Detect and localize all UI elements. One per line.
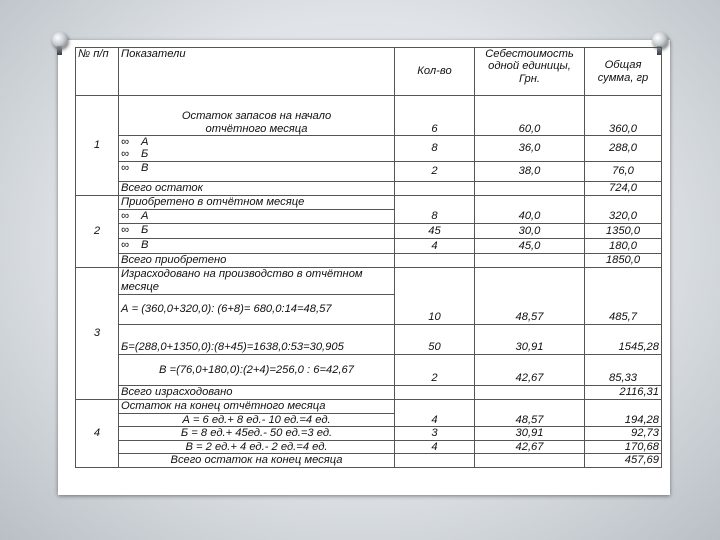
qty-cell: 4 [395, 440, 475, 453]
item-name: А [141, 209, 149, 222]
total-label: Всего остаток на конец месяца [119, 454, 395, 468]
bullet-icon: ∞ [121, 148, 129, 161]
cost-cell: 42,67 [475, 354, 585, 385]
formula-text: В = 2 ед.+ 4 ед.- 2 ед.=4 ед. [119, 440, 395, 453]
item-name: В [141, 161, 149, 174]
bullet-icon: ∞ [121, 238, 129, 251]
section-title: Приобретено в отчётном месяце [119, 195, 395, 209]
formula-text: А = (360,0+320,0): (6+8)= 680,0:14=48,57 [119, 294, 395, 324]
item-label [119, 136, 395, 162]
qty-cell: 8 [395, 136, 475, 162]
empty-cell [395, 454, 475, 468]
inventory-table [75, 47, 662, 468]
cost-cell: 38,0 [475, 161, 585, 181]
section-title: Остаток запасов на начало отчётного месяца [119, 96, 395, 136]
empty-cell [395, 385, 475, 399]
pushpin-icon [52, 32, 68, 48]
table-row [76, 96, 662, 136]
qty-cell: 3 [395, 427, 475, 440]
table-row [76, 324, 662, 354]
total-row [76, 454, 662, 468]
qty-cell: 50 [395, 324, 475, 354]
header-total-sum: Общая сумма, гр [585, 48, 662, 96]
header-quantity: Кол-во [395, 48, 475, 96]
item-label [119, 223, 395, 238]
cost-cell: 30,0 [475, 223, 585, 238]
qty-cell: 4 [395, 399, 475, 426]
table-row [76, 267, 662, 294]
section-title: Остаток на конец отчётного месяца [119, 399, 395, 413]
total-cell: 288,0 [585, 136, 662, 162]
qty-cell: 2 [395, 354, 475, 385]
item-name: Б [141, 223, 149, 236]
section-index: 2 [76, 195, 119, 267]
table-row [76, 354, 662, 385]
total-cell: 360,0 [585, 96, 662, 136]
total-cell: 170,68 [585, 440, 662, 453]
formula-text: Б = 8 ед.+ 45ед.- 50 ед.=3 ед. [119, 427, 395, 440]
cost-cell: 60,0 [475, 96, 585, 136]
bullet-icon: ∞ [121, 161, 129, 174]
item-label [119, 209, 395, 223]
empty-cell [395, 253, 475, 267]
section-index: 3 [76, 267, 119, 399]
total-cell: 85,33 [585, 354, 662, 385]
total-row [76, 181, 662, 195]
total-label: Всего приобретено [119, 253, 395, 267]
item-name: В [141, 238, 149, 251]
item-name: А [141, 136, 149, 148]
pushpin-icon [652, 32, 668, 48]
table-row [76, 427, 662, 440]
total-label: Всего остаток [119, 181, 395, 195]
total-value: 2116,31 [585, 385, 662, 399]
total-value: 724,0 [585, 181, 662, 195]
cost-cell: 36,0 [475, 136, 585, 162]
empty-cell [475, 385, 585, 399]
formula-text: В =(76,0+180,0):(2+4)=256,0 : 6=42,67 [119, 354, 395, 385]
bullet-icon: ∞ [121, 136, 129, 148]
table-row [76, 161, 662, 181]
qty-cell: 8 [395, 195, 475, 223]
formula-text: Б=(288,0+1350,0):(8+45)=1638,0:53=30,905 [119, 324, 395, 354]
total-cell: 485,7 [585, 267, 662, 324]
total-cell: 180,0 [585, 238, 662, 253]
section-title: Израсходовано на производство в отчётном месяце [119, 267, 395, 294]
item-label [119, 161, 395, 181]
qty-cell: 2 [395, 161, 475, 181]
bullet-icon: ∞ [121, 223, 129, 236]
table-row [76, 440, 662, 453]
total-row [76, 253, 662, 267]
total-cell: 92,73 [585, 427, 662, 440]
empty-cell [475, 454, 585, 468]
table-row [76, 223, 662, 238]
qty-cell: 10 [395, 267, 475, 324]
table-row [76, 238, 662, 253]
empty-cell [395, 181, 475, 195]
total-value: 1850,0 [585, 253, 662, 267]
total-value: 457,69 [585, 454, 662, 468]
total-row [76, 385, 662, 399]
header-indicators: Показатели [119, 48, 395, 96]
formula-text: А = 6 ед.+ 8 ед.- 10 ед.=4 ед. [119, 413, 395, 426]
total-cell: 1350,0 [585, 223, 662, 238]
cost-cell: 30,91 [475, 324, 585, 354]
section-index: 4 [76, 399, 119, 467]
qty-cell: 45 [395, 223, 475, 238]
cost-cell: 48,57 [475, 267, 585, 324]
bullet-icon: ∞ [121, 209, 129, 222]
cost-cell: 30,91 [475, 427, 585, 440]
total-cell: 194,28 [585, 399, 662, 426]
table-row [76, 195, 662, 209]
total-cell: 76,0 [585, 161, 662, 181]
cost-cell: 42,67 [475, 440, 585, 453]
item-label [119, 238, 395, 253]
header-unit-cost: Себестоимость одной единицы, Грн. [475, 48, 585, 96]
table-row [76, 399, 662, 413]
table-row [76, 136, 662, 162]
qty-cell: 4 [395, 238, 475, 253]
cost-cell: 45,0 [475, 238, 585, 253]
total-cell: 1545,28 [585, 324, 662, 354]
total-label: Всего израсходовано [119, 385, 395, 399]
table-header-row [76, 48, 662, 96]
total-cell: 320,0 [585, 195, 662, 223]
header-index: № п/п [76, 48, 119, 96]
qty-cell: 6 [395, 96, 475, 136]
section-index: 1 [76, 96, 119, 196]
item-name: Б [141, 148, 149, 161]
cost-cell: 40,0 [475, 195, 585, 223]
empty-cell [475, 253, 585, 267]
empty-cell [475, 181, 585, 195]
cost-cell: 48,57 [475, 399, 585, 426]
